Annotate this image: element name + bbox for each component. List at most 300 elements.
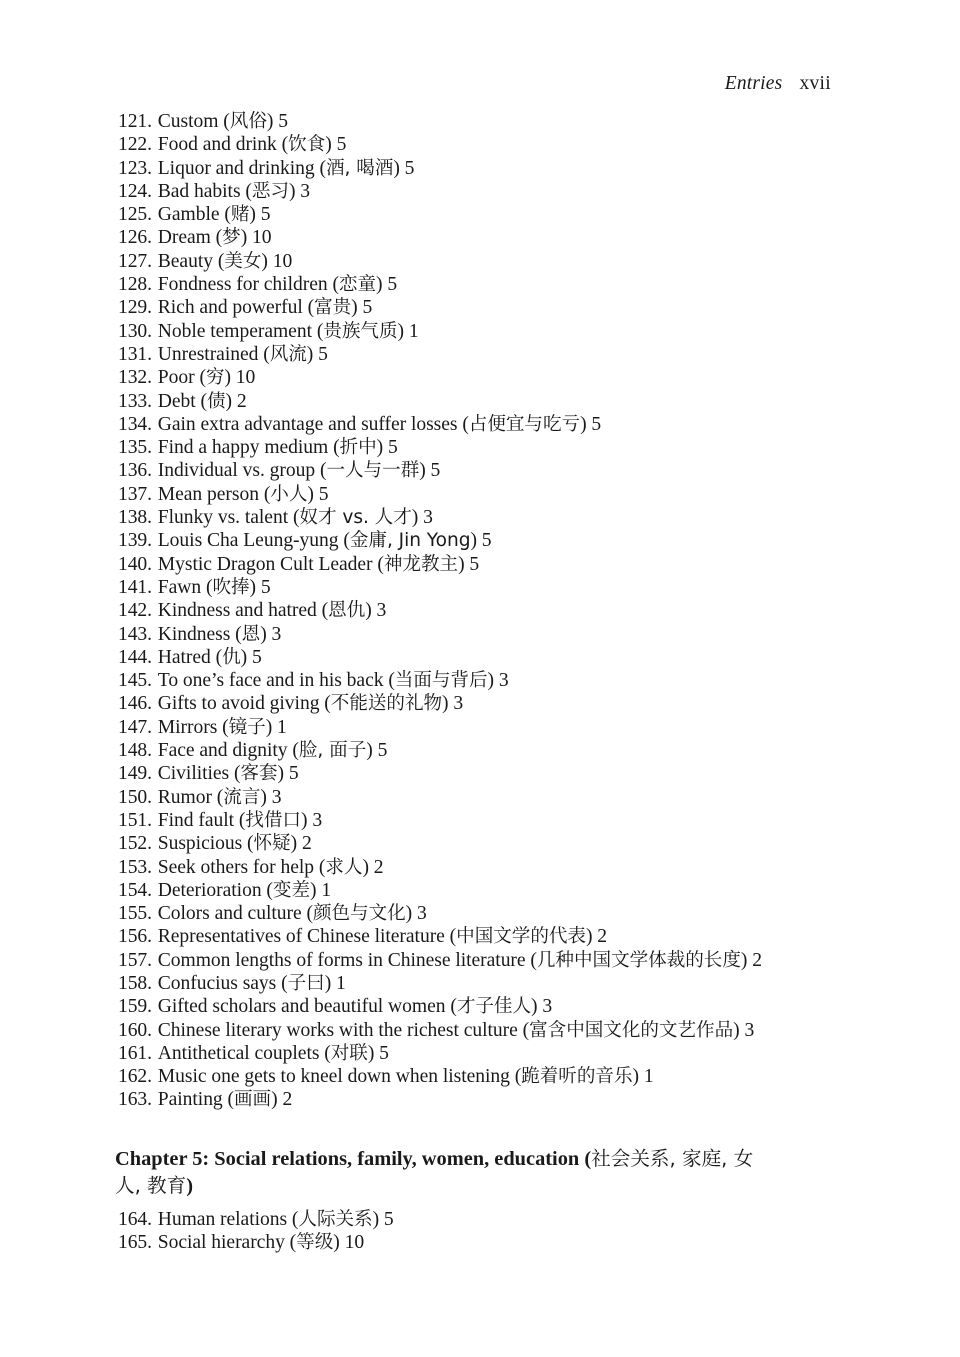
entry-title: Gain extra advantage and suffer losses: [157, 413, 458, 435]
entry-line: [118, 506, 918, 529]
entry-paren-open: (: [261, 879, 273, 901]
entry-paren-open: (: [276, 134, 289, 156]
entry-number: 154.: [118, 879, 152, 901]
entry-paren-open: (: [210, 227, 223, 249]
entry-paren-open: (: [258, 483, 271, 505]
entry-paren-close: ): [531, 996, 538, 1018]
entry-paren-open: (: [287, 1209, 299, 1230]
entry-title: Louis Cha Leung-yung: [157, 530, 339, 552]
entry-paren-close: ): [376, 437, 384, 459]
entry-count: 5: [383, 437, 398, 459]
entry-paren-open: (: [219, 204, 231, 226]
entry-paren-open: (: [211, 786, 224, 808]
entry-title: Suspicious: [157, 833, 243, 855]
entry-chinese: 子曰: [287, 972, 325, 994]
entry-chinese: 求人: [325, 856, 363, 878]
entry-number: 132.: [118, 367, 152, 389]
entry-list-tail: [118, 1208, 918, 1255]
entry-title: Gamble: [157, 204, 220, 226]
entry-count: 3: [494, 670, 509, 692]
entry-count: 5: [357, 297, 373, 319]
entry-title: Antithetical couplets: [157, 1042, 320, 1064]
entry-paren-close: ): [271, 1089, 278, 1111]
entry-title: Chinese literary works with the richest culture: [157, 1019, 518, 1041]
entry-paren-open: (: [509, 1066, 522, 1088]
entry-title: Gifts to avoid giving: [157, 693, 320, 715]
entry-line: [118, 180, 918, 203]
entry-line: [118, 133, 918, 156]
entry-chinese: 找借口: [245, 809, 301, 831]
entry-paren-close: ): [419, 460, 426, 482]
entry-count: 2: [592, 926, 608, 948]
entry-paren-close: ): [487, 670, 495, 692]
entry-line: [118, 832, 918, 855]
chapter-heading-chinese: 社会关系, 家庭, 女人, 教育: [115, 1147, 754, 1197]
entry-number: 142.: [118, 600, 152, 622]
entry-line: [118, 343, 918, 366]
entry-title: Human relations: [157, 1209, 288, 1230]
entry-paren-close: ): [580, 413, 587, 435]
entry-paren-close: ): [362, 856, 369, 878]
entry-count: 5: [586, 413, 602, 435]
entry-count: 5: [313, 343, 328, 365]
entry-paren-close: ): [249, 204, 256, 226]
entry-count: 5: [372, 740, 388, 762]
entry-title: Custom: [157, 111, 219, 132]
entry-chinese: 变差: [272, 879, 310, 901]
entry-paren-close: ): [397, 320, 404, 342]
entry-line: [118, 1208, 918, 1231]
entry-title: Representatives of Chinese literature: [157, 926, 445, 948]
entry-title: Dream: [157, 227, 211, 249]
entry-line: [118, 669, 918, 692]
entry-chinese: 脸, 面子: [298, 740, 367, 762]
entry-title: Individual vs. group: [157, 460, 316, 482]
entry-line: [118, 692, 918, 715]
entry-count: 5: [382, 274, 398, 296]
entry-paren-close: ): [260, 786, 267, 808]
entry-paren-open: (: [276, 972, 288, 994]
entry-title: Social hierarchy: [157, 1232, 285, 1254]
entry-paren-close: ): [300, 809, 308, 831]
entry-number: 163.: [118, 1089, 152, 1111]
entry-chinese: 折中: [339, 437, 377, 459]
entry-paren-open: (: [218, 111, 230, 132]
entry-number: 129.: [118, 297, 152, 319]
entry-count: 5: [273, 111, 288, 132]
entry-line: [118, 902, 918, 925]
entry-line: [118, 250, 918, 273]
entry-paren-close: ): [224, 367, 231, 389]
entry-count: 2: [232, 390, 247, 412]
entry-number: 146.: [118, 693, 152, 715]
entry-paren-open: (: [284, 1232, 297, 1254]
entry-paren-close: ): [260, 623, 267, 645]
chapter-heading-english: Chapter 5: Social relations, family, women, education: [115, 1148, 580, 1170]
entry-paren-close: ): [365, 600, 372, 622]
entry-paren-open: (: [315, 460, 327, 482]
entry-title: Rumor: [157, 786, 212, 808]
entry-line: [118, 739, 918, 762]
entry-number: 136.: [118, 460, 152, 482]
entry-paren-close: ): [351, 297, 358, 319]
entry-title: Mean person: [157, 483, 259, 505]
entry-paren-open: (: [314, 856, 326, 878]
entry-count: 10: [339, 1232, 365, 1254]
entry-chinese: 恋童: [338, 274, 377, 296]
entry-paren-open: (: [311, 320, 324, 342]
entry-line: [118, 203, 918, 226]
entry-line: [118, 436, 918, 459]
entry-number: 130.: [118, 320, 152, 342]
entry-title: Colors and culture: [157, 903, 302, 925]
entry-chinese: 才子佳人: [456, 996, 531, 1018]
entry-paren-open: (: [242, 833, 254, 855]
entry-number: 122.: [118, 134, 152, 156]
entry-line: [118, 296, 918, 319]
entry-chinese: 金庸, Jin Yong: [349, 530, 471, 552]
entry-title: Unrestrained: [157, 343, 259, 365]
entry-chinese: 风俗: [229, 111, 267, 132]
entry-number: 140.: [118, 553, 152, 575]
entry-title: Kindness: [157, 623, 231, 645]
entry-line: [118, 879, 918, 902]
entry-chinese: 饮食: [288, 134, 326, 156]
entry-paren-close: ): [225, 390, 233, 412]
entry-title: Face and dignity: [157, 740, 288, 762]
entry-line: [118, 1088, 918, 1111]
entry-paren-close: ): [288, 180, 296, 202]
entry-number: 150.: [118, 786, 152, 808]
entry-title: Bad habits: [157, 180, 241, 202]
entry-number: 144.: [118, 646, 152, 668]
entry-line: [118, 1042, 918, 1065]
entry-paren-close: ): [310, 879, 317, 901]
entry-count: 5: [313, 483, 329, 505]
entry-paren-open: (: [319, 693, 331, 715]
entry-paren-open: (: [444, 926, 457, 948]
page-folio: xvii: [799, 73, 831, 94]
entry-paren-open: (: [201, 576, 213, 598]
entry-paren-close: ): [333, 1232, 340, 1254]
entry-line: [118, 366, 918, 389]
entry-chinese: 不能送的礼物: [330, 693, 443, 715]
entry-title: Rich and powerful: [157, 297, 303, 319]
entry-number: 133.: [118, 390, 152, 412]
entry-count: 5: [476, 530, 492, 552]
entry-count: 3: [418, 507, 433, 529]
entry-count: 1: [316, 879, 332, 901]
entry-paren-close: ): [740, 949, 748, 971]
entry-count: 3: [295, 180, 311, 202]
entry-paren-open: (: [316, 600, 329, 622]
entry-number: 151.: [118, 809, 152, 831]
entry-paren-open: (: [314, 157, 326, 179]
entry-chinese: 几种中国文学体裁的长度: [536, 949, 741, 971]
entry-title: Debt: [157, 390, 196, 412]
entry-paren-open: (: [319, 1042, 331, 1064]
entry-chinese: 恶习: [251, 180, 289, 202]
entry-title: Confucius says: [157, 972, 277, 994]
entry-paren-open: (: [222, 1089, 235, 1111]
entry-paren-close: ): [266, 111, 274, 132]
entry-chinese: 神龙教主: [383, 553, 459, 575]
entry-line: [118, 483, 918, 506]
entry-count: 10: [230, 367, 256, 389]
entry-number: 147.: [118, 716, 152, 738]
entry-count: 5: [374, 1042, 389, 1064]
entry-title: Find a happy medium: [157, 437, 329, 459]
entry-count: 2: [277, 1089, 293, 1111]
entry-chinese: 穷: [205, 367, 225, 389]
entry-number: 155.: [118, 903, 152, 925]
entry-number: 158.: [118, 972, 152, 994]
entry-title: Kindness and hatred: [157, 600, 317, 622]
entry-number: 152.: [118, 833, 152, 855]
entry-count: 2: [297, 833, 312, 855]
entry-number: 121.: [118, 111, 152, 132]
entry-chinese: 人际关系: [298, 1209, 373, 1230]
entry-paren-close: ): [324, 972, 332, 994]
entry-paren-close: ): [393, 157, 400, 179]
entry-number: 128.: [118, 274, 152, 296]
entry-chinese: 小人: [270, 483, 308, 505]
entry-number: 135.: [118, 437, 152, 459]
entry-chinese: 一人与一群: [326, 460, 420, 482]
entry-count: 3: [739, 1019, 755, 1041]
entry-count: 3: [448, 693, 464, 715]
entry-line: [118, 390, 918, 413]
entry-paren-close: ): [442, 693, 449, 715]
entry-paren-close: ): [470, 530, 477, 552]
entry-number: 124.: [118, 180, 152, 202]
entry-paren-open: (: [525, 949, 537, 971]
entry-count: 5: [331, 134, 347, 156]
entry-line: [118, 716, 918, 739]
entry-count: 5: [247, 646, 262, 668]
entry-chinese: 恩仇: [328, 600, 366, 622]
entry-number: 134.: [118, 413, 152, 435]
entry-title: Mirrors: [157, 716, 218, 738]
entry-line: [118, 157, 918, 180]
entry-line: [118, 786, 918, 809]
entry-chinese: 吹捧: [212, 576, 250, 598]
entry-count: 5: [256, 576, 271, 598]
entry-chinese: 富贵: [314, 297, 352, 319]
entry-paren-open: (: [210, 646, 223, 668]
entry-line: [118, 972, 918, 995]
entry-chinese: 富含中国文化的文艺作品: [529, 1019, 734, 1041]
entry-paren-close: ): [249, 576, 257, 598]
entry-chinese: 奴才 vs. 人才: [299, 507, 412, 529]
entry-chinese: 中国文学的代表: [456, 926, 586, 948]
entry-paren-open: (: [301, 903, 313, 925]
entry-line: [118, 809, 918, 832]
entry-count: 5: [379, 1209, 394, 1230]
entry-chinese: 流言: [223, 786, 261, 808]
entry-number: 162.: [118, 1066, 152, 1088]
entry-title: Seek others for help: [157, 856, 315, 878]
entry-number: 127.: [118, 250, 152, 272]
entry-title: Common lengths of forms in Chinese literature: [157, 949, 526, 971]
entry-line: [118, 623, 918, 646]
entry-title: Painting: [157, 1089, 223, 1111]
entry-paren-open: (: [383, 670, 395, 692]
entry-paren-open: (: [217, 716, 229, 738]
entry-count: 5: [425, 460, 441, 482]
entry-chinese: 仇: [222, 646, 241, 668]
entry-number: 153.: [118, 856, 152, 878]
entry-chinese: 当面与背后: [394, 670, 488, 692]
entry-chinese: 美女: [224, 250, 262, 272]
entry-number: 125.: [118, 204, 152, 226]
entry-line: [118, 1065, 918, 1088]
entry-title: Hatred: [157, 646, 211, 668]
entry-number: 156.: [118, 926, 152, 948]
entry-chinese: 对联: [330, 1042, 368, 1064]
entry-number: 159.: [118, 996, 152, 1018]
entry-paren-open: (: [195, 390, 207, 412]
entry-line: [118, 1019, 918, 1042]
entry-paren-close: ): [376, 274, 383, 296]
entry-number: 137.: [118, 483, 152, 505]
entry-title: Flunky vs. talent: [157, 507, 289, 529]
entry-paren-open: (: [327, 274, 339, 296]
entry-chinese: 等级: [296, 1232, 334, 1254]
entry-count: 3: [266, 786, 282, 808]
entry-number: 148.: [118, 740, 152, 762]
entry-count: 3: [537, 996, 553, 1018]
entry-title: Deterioration: [157, 879, 262, 901]
entry-count: 5: [399, 157, 415, 179]
entry-line: [118, 553, 918, 576]
entry-number: 145.: [118, 670, 152, 692]
entry-count: 5: [284, 763, 299, 785]
entry-paren-close: ): [265, 716, 273, 738]
entry-number: 131.: [118, 343, 152, 365]
entry-title: Food and drink: [157, 134, 277, 156]
entry-paren-open: (: [288, 507, 300, 529]
entry-chinese: 贵族气质: [323, 320, 398, 342]
entry-number: 164.: [118, 1209, 152, 1230]
entry-paren-open: (: [445, 996, 457, 1018]
entry-chinese: 酒, 喝酒: [325, 157, 394, 179]
entry-line: [118, 949, 918, 972]
entry-paren-close: ): [367, 1042, 375, 1064]
running-head-title: Entries: [724, 73, 783, 94]
entry-number: 126.: [118, 227, 152, 249]
entry-line: [118, 226, 918, 249]
entry-list: [118, 110, 918, 1112]
entry-number: 141.: [118, 576, 152, 598]
entry-paren-open: (: [457, 413, 469, 435]
entry-paren-open: (: [194, 367, 206, 389]
entry-count: 3: [371, 600, 387, 622]
entry-chinese: 客套: [240, 763, 278, 785]
entry-paren-close: ): [411, 507, 419, 529]
entry-line: [118, 529, 918, 552]
entry-paren-close: ): [733, 1019, 740, 1041]
entry-chinese: 跪着听的音乐: [521, 1066, 633, 1088]
entry-count: 1: [638, 1066, 654, 1088]
entry-paren-close: ): [405, 903, 413, 925]
entry-chinese: 风流: [269, 343, 307, 365]
entry-count: 3: [266, 623, 282, 645]
entry-line: [118, 413, 918, 436]
running-head: [0, 74, 831, 94]
entry-paren-close: ): [307, 483, 314, 505]
entry-count: 3: [307, 809, 323, 831]
entry-count: 2: [747, 949, 762, 971]
entry-paren-open: (: [240, 180, 252, 202]
entry-count: 5: [255, 204, 271, 226]
entry-paren-close: ): [372, 1209, 380, 1230]
entry-paren-open: (: [517, 1019, 530, 1041]
entry-line: [118, 925, 918, 948]
entry-count: 1: [331, 972, 346, 994]
entry-number: 161.: [118, 1042, 152, 1064]
entry-title: Fondness for children: [157, 274, 328, 296]
entry-count: 1: [403, 320, 419, 342]
entry-title: To one’s face and in his back: [157, 670, 384, 692]
entry-line: [118, 646, 918, 669]
entry-count: 3: [412, 903, 427, 925]
entry-paren-open: (: [258, 343, 270, 365]
entry-count: 5: [464, 553, 480, 575]
entry-number: 138.: [118, 507, 152, 529]
entry-number: 149.: [118, 763, 152, 785]
entry-paren-open: (: [212, 250, 225, 272]
entry-paren-close: ): [458, 553, 465, 575]
entry-chinese: 恩: [241, 623, 261, 645]
entry-paren-close: ): [325, 134, 332, 156]
chapter-heading-paren-open: (: [579, 1148, 592, 1170]
entry-title: Beauty: [157, 250, 213, 272]
entry-line: [118, 110, 918, 133]
entry-line: [118, 320, 918, 343]
entry-chinese: 颜色与文化: [312, 903, 406, 925]
entry-paren-open: (: [234, 809, 246, 831]
entry-line: [118, 856, 918, 879]
entry-number: 157.: [118, 949, 152, 971]
entry-number: 139.: [118, 530, 152, 552]
entry-paren-open: (: [338, 530, 350, 552]
entry-title: Music one gets to kneel down when listening: [157, 1066, 510, 1088]
entry-paren-open: (: [328, 437, 340, 459]
entry-count: 2: [368, 856, 384, 878]
entry-paren-close: ): [306, 343, 314, 365]
entry-title: Liquor and drinking: [157, 157, 315, 179]
entry-paren-close: ): [290, 833, 298, 855]
entry-title: Poor: [157, 367, 195, 389]
entry-number: 123.: [118, 157, 152, 179]
entry-count: 10: [267, 250, 293, 272]
entry-count: 1: [272, 716, 287, 738]
entry-line: [118, 762, 918, 785]
entry-paren-open: (: [229, 763, 241, 785]
entry-chinese: 占便宜与吃亏: [468, 413, 581, 435]
entry-chinese: 怀疑: [253, 833, 291, 855]
entry-line: [118, 273, 918, 296]
entry-line: [118, 1231, 918, 1254]
entry-line: [118, 576, 918, 599]
entry-title: Fawn: [157, 576, 202, 598]
entry-line: [118, 459, 918, 482]
entry-title: Civilities: [157, 763, 230, 785]
entry-chinese: 镜子: [228, 716, 266, 738]
entry-paren-close: ): [261, 250, 268, 272]
entry-paren-open: (: [372, 553, 384, 575]
